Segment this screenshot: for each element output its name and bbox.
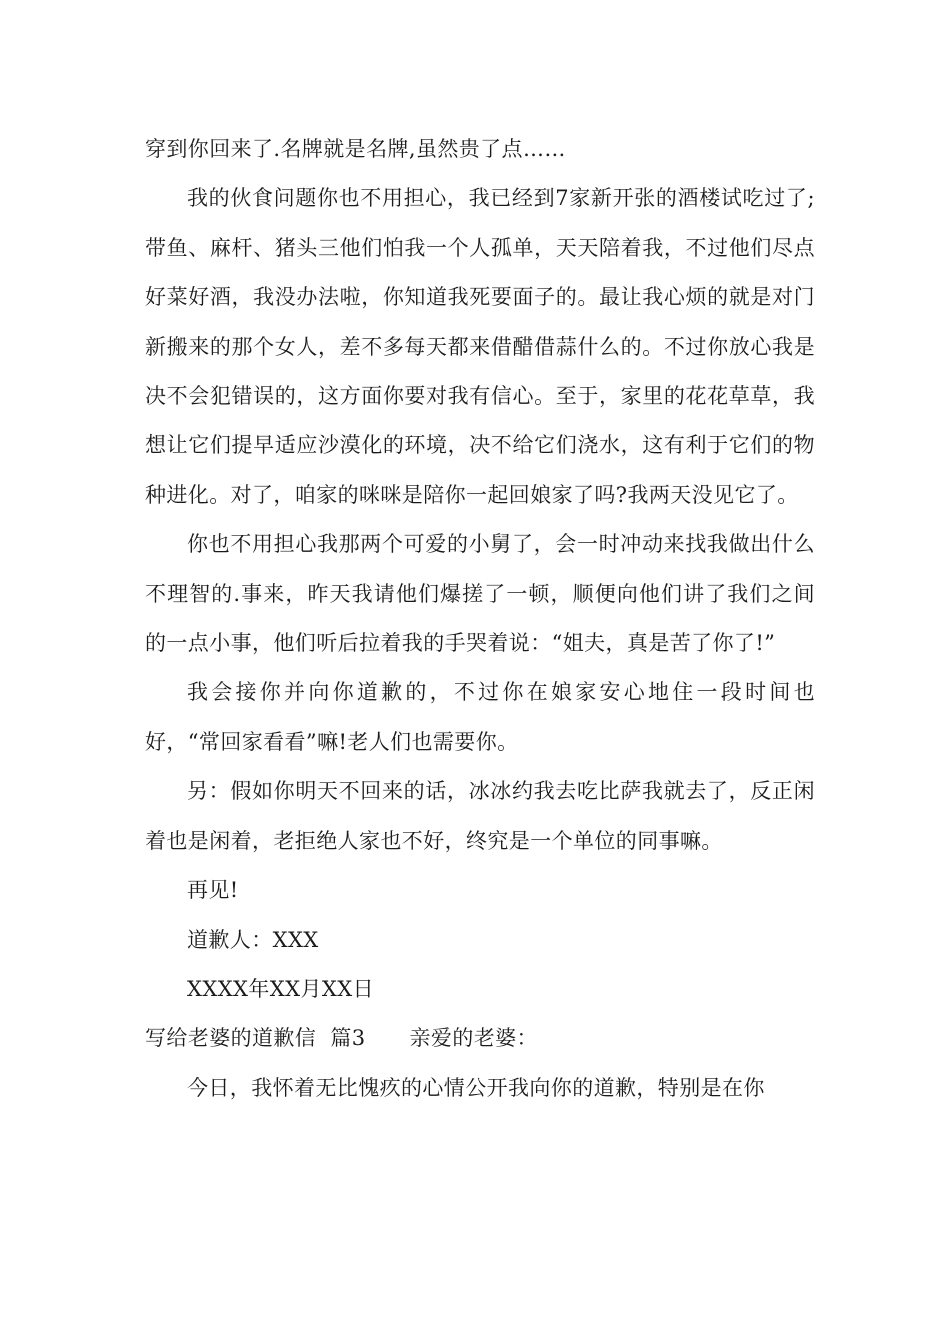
section-heading: [145, 1014, 815, 1063]
date-line: XXXX年XX月XX日: [187, 976, 375, 1001]
section-salutation: 亲爱的老婆：: [409, 1026, 538, 1051]
paragraph-apology: 我会接你并向你道歉的，不过你在娘家安心地住一段时间也好，“常回家看看”嘛!老人们也需要你。: [145, 680, 815, 754]
section-title: 写给老婆的道歉信 篇3: [145, 1026, 366, 1051]
paragraph-new-letter-start: 今日，我怀着无比愧疚的心情公开我向你的道歉，特别是在你: [187, 1075, 765, 1100]
paragraph-continuation: 穿到你回来了.名牌就是名牌,虽然贵了点……: [145, 137, 566, 161]
letter-body: [145, 125, 815, 1113]
paragraph-postscript: 另：假如你明天不回来的话，冰冰约我去吃比萨我就去了，反正闲着也是闲着，老拒绝人家也不好，终究是一个单位的同事嘛。: [145, 779, 815, 853]
paragraph-food: 我的伙食问题你也不用担心，我已经到7家新开张的酒楼试吃过了;带鱼、麻杆、猪头三他们怕我一个人孤单，天天陪着我，不过他们尽点好菜好酒，我没办法啦，你知道我死要面子的。最让我心烦的就是对门新搬来的那个女人，差不多每天都来借醋借蒜什么的。不过你放心我是决不会犯错误的，这方面你要对我有信心。至于，家里的花花草草，我想让它们提早适应沙漠化的环境，决不给它们浇水，这有利于它们的物种进化。对了，咱家的咪咪是陪你一起回娘家了吗?我两天没见它了。: [145, 186, 815, 507]
signature-line: 道歉人：XXX: [187, 927, 319, 952]
paragraph-farewell: 再见!: [187, 878, 239, 903]
paragraph-brothers-in-law: 你也不用担心我那两个可爱的小舅了，会一时冲动来找我做出什么不理智的.事来，昨天我请他们爆搓了一顿，顺便向他们讲了我们之间的一点小事，他们听后拉着我的手哭着说：“姐夫，真是苦了你了!”: [145, 532, 815, 656]
